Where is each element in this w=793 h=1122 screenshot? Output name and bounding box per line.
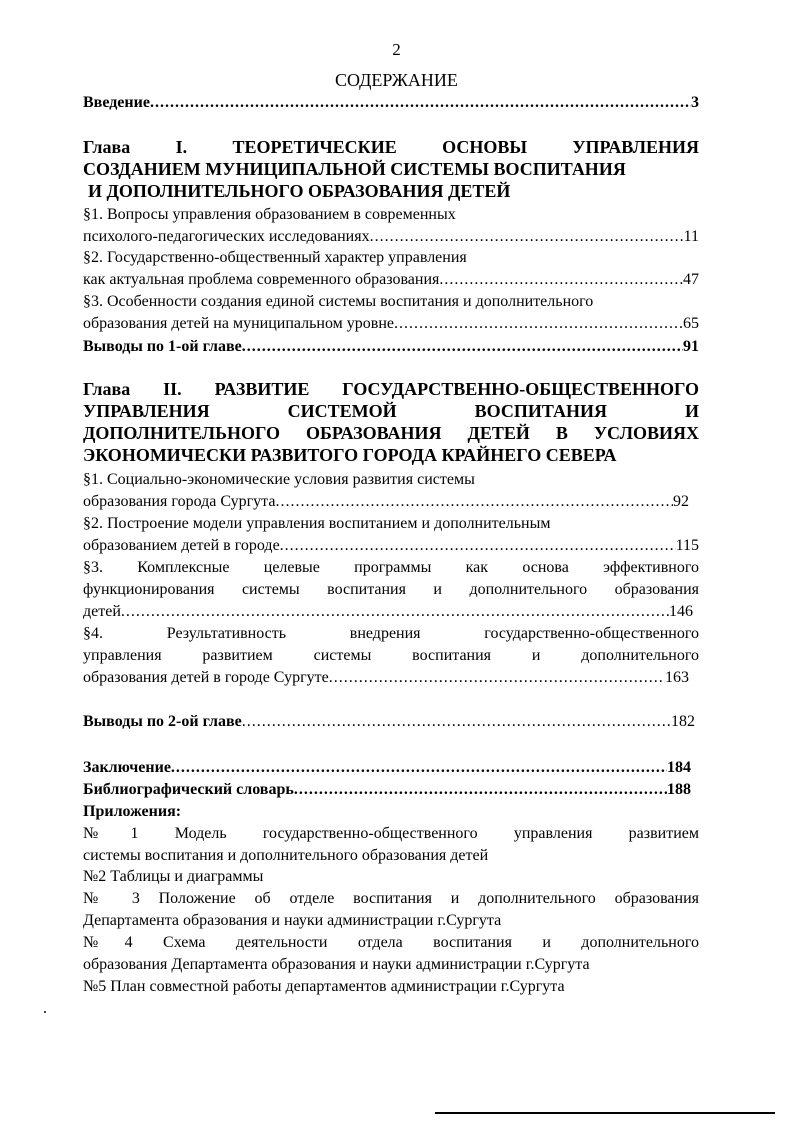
toc-label: образованием детей в городе: [83, 537, 280, 554]
toc-entry-chapter2-conclusions[interactable]: [83, 711, 695, 732]
toc-entry-2-4-line2: управления развитием системы воспитания и дополнительного: [83, 647, 699, 664]
leader-dots: [121, 601, 669, 622]
toc-page: 182: [671, 713, 695, 730]
toc-label: Заключение: [83, 759, 171, 776]
toc-entry-2-4-line1: §4. Результативность внедрения государственно-общественного: [83, 625, 699, 642]
toc-page: 91: [683, 338, 699, 355]
toc-entry-2-3[interactable]: [83, 601, 693, 622]
toc-page: 65: [683, 315, 699, 332]
toc-label: детей: [83, 603, 121, 620]
footer-rule: [435, 1112, 775, 1114]
toc-entry-2-1-line1: §1. Социально-экономические условия развития системы: [83, 471, 475, 488]
toc-label: Выводы по 2-ой главе: [83, 713, 242, 730]
appendices-heading: Приложения:: [83, 803, 182, 820]
toc-page: 184: [667, 759, 691, 776]
toc-page: 3: [691, 94, 699, 111]
appendix-1-line1[interactable]: №1 Модель государственно-общественного управления развитием: [83, 825, 699, 842]
toc-page: 146: [669, 603, 693, 620]
chapter1-title-line1: Глава I. ТЕОРЕТИЧЕСКИЕ ОСНОВЫ УПРАВЛЕНИЯ: [83, 137, 699, 157]
chapter2-title-line2: УПРАВЛЕНИЯ СИСТЕМОЙ ВОСПИТАНИЯ И: [83, 401, 699, 421]
toc-label: психолого-педагогических исследованиях: [83, 228, 370, 245]
leader-dots: [242, 336, 683, 357]
toc-entry-2-4[interactable]: [83, 667, 689, 688]
leader-dots: [370, 226, 684, 247]
appendix-4-line2: образования Департамента образования и науки администрации г.Сургута: [83, 956, 590, 973]
leader-dots: [242, 711, 671, 732]
toc-label: образования детей на муниципальном уровне: [83, 315, 395, 332]
toc-page: 47: [683, 271, 699, 288]
appendix-2[interactable]: №2 Таблицы и диаграммы: [83, 868, 264, 885]
appendix-3-line1[interactable]: № 3 Положение об отделе воспитания и дополнительного образования: [83, 890, 699, 907]
chapter1-title-line3: И ДОПОЛНИТЕЛЬНОГО ОБРАЗОВАНИЯ ДЕТЕЙ: [88, 181, 511, 201]
toc-page: 163: [665, 669, 689, 686]
toc-entry-1-3-line1: §3. Особенности создания единой системы воспитания и дополнительного: [83, 293, 594, 310]
toc-entry-1-3[interactable]: [83, 313, 699, 334]
toc-label: образования города Сургута: [83, 493, 276, 510]
toc-page: 92: [673, 493, 689, 510]
toc-entry-2-2-line1: §2. Построение модели управления воспитанием и дополнительным: [83, 515, 551, 532]
leader-dots: [171, 757, 667, 778]
leader-dots: [329, 667, 665, 688]
toc-page: 11: [683, 228, 699, 245]
chapter2-title-line3: ДОПОЛНИТЕЛЬНОГО ОБРАЗОВАНИЯ ДЕТЕЙ В УСЛОВИЯХ: [83, 423, 699, 443]
toc-label: Выводы по 1-ой главе: [83, 338, 242, 355]
toc-entry-1-1-line1: §1. Вопросы управления образованием в современных: [83, 206, 456, 223]
chapter2-title-line1: Глава II. РАЗВИТИЕ ГОСУДАРСТВЕННО-ОБЩЕСТВЕННОГО: [83, 379, 699, 399]
toc-entry-chapter1-conclusions[interactable]: [83, 336, 699, 357]
toc-entry-1-2-line1: §2. Государственно-общественный характер управления: [83, 249, 467, 266]
toc-page: 115: [675, 537, 699, 554]
toc-entry-conclusion[interactable]: [83, 757, 691, 778]
page-number: 2: [392, 40, 401, 59]
chapter1-title-line2: СОЗДАНИЕМ МУНИЦИПАЛЬНОЙ СИСТЕМЫ ВОСПИТАНИЯ: [83, 159, 626, 179]
toc-entry-2-3-line1: §3. Комплексные целевые программы как основа эффективного: [83, 559, 699, 576]
leader-dots: [439, 269, 683, 290]
leader-dots: [275, 491, 673, 512]
leader-dots: [280, 535, 676, 556]
toc-entry-intro[interactable]: [83, 92, 699, 113]
chapter2-title-line4: ЭКОНОМИЧЕСКИ РАЗВИТОГО ГОРОДА КРАЙНЕГО СЕВЕРА: [83, 445, 617, 465]
appendix-1-line2: системы воспитания и дополнительного образования детей: [83, 847, 489, 864]
toc-label: Библиографический словарь: [83, 781, 294, 798]
toc-entry-1-2[interactable]: [83, 269, 699, 290]
leader-dots: [394, 313, 683, 334]
toc-entry-1-1[interactable]: [83, 226, 699, 247]
appendix-5[interactable]: №5 План совместной работы департаментов администрации г.Сургута: [83, 978, 565, 995]
toc-label: как актуальная проблема современного образования: [83, 271, 440, 288]
appendix-3-line2: Департамента образования и науки администрации г.Сургута: [83, 912, 502, 929]
toc-page: 188: [667, 781, 691, 798]
appendix-4-line1[interactable]: №4 Схема деятельности отдела воспитания и дополнительного: [83, 934, 699, 951]
page-title: СОДЕРЖАНИЕ: [335, 70, 458, 90]
toc-entry-2-2[interactable]: [83, 535, 699, 556]
toc-entry-2-1[interactable]: [83, 491, 689, 512]
toc-label: образования детей в городе Сургуте: [83, 669, 329, 686]
scan-speck: [44, 1011, 46, 1013]
leader-dots: [150, 92, 691, 113]
leader-dots: [294, 779, 667, 800]
toc-label: Введение: [83, 94, 150, 111]
toc-entry-2-3-line2: функционирования системы воспитания и дополнительного образования: [83, 581, 699, 598]
toc-entry-bibliography[interactable]: [83, 779, 691, 800]
